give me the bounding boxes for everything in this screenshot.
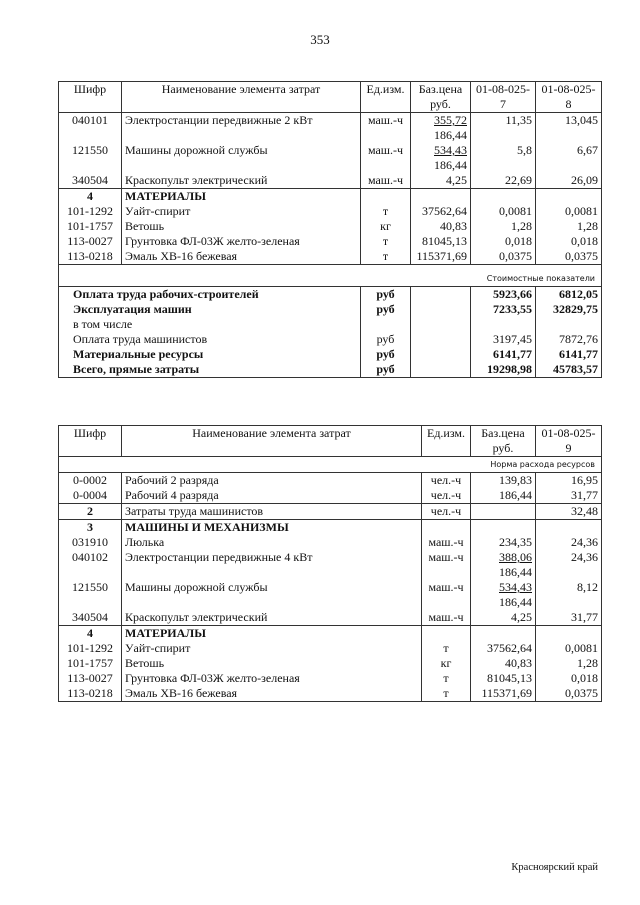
cell-code: 0-0004 [59,488,122,504]
price-secondary: 186,44 [499,595,532,609]
summary-value-8: 6141,77 [536,347,602,362]
cell-name: Краскопульт электрический [122,610,422,626]
price-value: 4,25 [446,173,467,187]
empty-cell [411,362,471,378]
cell-value-7: 0,0375 [471,249,536,265]
cell-value-8: 1,28 [536,219,602,234]
cell-unit: т [422,641,471,656]
table-row [59,488,602,504]
cell-price: 37562,64 [471,641,536,656]
summary-value-8: 32829,75 [536,302,602,317]
summary-value-7: 19298,98 [471,362,536,378]
summary-row [59,317,602,332]
footer-region: Красноярский край [511,862,598,873]
summary-unit [361,317,411,332]
section-row-machines [59,520,602,536]
summary-name: в том числе [59,317,361,332]
header-unit: Ед.изм. [361,82,411,113]
summary-value-8: 6812,05 [536,287,602,303]
cell-value-8: 0,018 [536,234,602,249]
section-title: МАТЕРИАЛЫ [122,626,422,642]
section-number: 4 [59,626,122,642]
cell-name: Машины дорожной службы [122,580,422,610]
cell-price [411,143,471,173]
cell-price: 40,83 [411,219,471,234]
summary-name: Эксплуатация машин [59,302,361,317]
cell-code: 040101 [59,113,122,144]
cell-name: Рабочий 2 разряда [122,473,422,489]
cell-price [411,173,471,189]
table-row [59,686,602,702]
header-code: Шифр [59,426,122,457]
cell-unit: чел.-ч [422,504,471,520]
cell-code: 101-1292 [59,204,122,219]
cell-price [471,580,536,610]
cell-name: Машины дорожной службы [122,143,361,173]
summary-value-8: 45783,57 [536,362,602,378]
cell-price: 37562,64 [411,204,471,219]
table-row [59,656,602,671]
table-header-row [59,426,602,457]
cell-value-7: 0,018 [471,234,536,249]
cell-value-7: 5,8 [471,143,536,173]
section-title: Затраты труда машинистов [122,504,422,520]
cell-unit: т [422,686,471,702]
empty-cell [411,189,471,205]
cell-code: 101-1292 [59,641,122,656]
summary-unit: руб [361,287,411,303]
cell-price: 40,83 [471,656,536,671]
cell-name: Уайт-спирит [122,641,422,656]
cell-code: 113-0218 [59,686,122,702]
table-row [59,641,602,656]
summary-value-7: 3197,45 [471,332,536,347]
cell-name: Краскопульт электрический [122,173,361,189]
empty-cell [471,520,536,536]
summary-unit: руб [361,302,411,317]
cell-value-9: 31,77 [536,610,602,626]
cost-label: Стоимостные показатели [59,265,602,287]
cell-name: Электростанции передвижные 2 кВт [122,113,361,144]
cell-value-8: 26,09 [536,173,602,189]
norm-label: Норма расхода ресурсов [59,457,602,473]
cell-value-9: 8,12 [536,580,602,610]
cell-value-7: 11,35 [471,113,536,144]
cell-name: Рабочий 4 разряда [122,488,422,504]
cell-code: 340504 [59,610,122,626]
header-col-7: 01-08-025-7 [471,82,536,113]
table-row [59,204,602,219]
empty-cell [422,626,471,642]
cell-price: 139,83 [471,473,536,489]
cell-name: Ветошь [122,656,422,671]
cell-value-7: 1,28 [471,219,536,234]
cell-name: Эмаль ХВ-16 бежевая [122,686,422,702]
summary-value-7: 7233,55 [471,302,536,317]
section-title: МАТЕРИАЛЫ [122,189,361,205]
cell-name: Ветошь [122,219,361,234]
cell-code: 0-0002 [59,473,122,489]
header-price: Баз.цена руб. [411,82,471,113]
cell-name: Уайт-спирит [122,204,361,219]
summary-value-7 [471,317,536,332]
price-value: 534,43 [499,580,532,594]
header-price: Баз.цена руб. [471,426,536,457]
table-row [59,550,602,580]
cell-unit: т [361,204,411,219]
cell-unit: маш.-ч [361,113,411,144]
empty-cell [471,504,536,520]
price-secondary: 186,44 [434,128,467,142]
summary-value-8 [536,317,602,332]
cell-value-9: 0,0375 [536,686,602,702]
section-row-machinist-labor [59,504,602,520]
summary-unit: руб [361,362,411,378]
summary-unit: руб [361,347,411,362]
price-secondary: 186,44 [434,158,467,172]
summary-value-7: 5923,66 [471,287,536,303]
cell-unit: т [361,234,411,249]
summary-row [59,347,602,362]
cell-value-8: 0,0375 [536,249,602,265]
price-value: 534,43 [434,143,467,157]
header-col-8: 01-08-025-8 [536,82,602,113]
section-row-materials [59,189,602,205]
cell-code: 101-1757 [59,656,122,671]
cell-price [471,535,536,550]
header-name: Наименование элемента затрат [122,426,422,457]
cell-code: 031910 [59,535,122,550]
cell-price: 186,44 [471,488,536,504]
cell-value-9: 31,77 [536,488,602,504]
summary-name: Оплата труда машинистов [59,332,361,347]
price-secondary: 186,44 [499,565,532,579]
cell-price: 81045,13 [411,234,471,249]
summary-row [59,302,602,317]
summary-unit: руб [361,332,411,347]
table-row [59,143,602,173]
cell-price [471,610,536,626]
cell-name: Грунтовка ФЛ-03Ж желто-зеленая [122,234,361,249]
empty-cell [411,287,471,303]
header-col-9: 01-08-025-9 [536,426,602,457]
cell-code: 101-1757 [59,219,122,234]
resource-table-1 [58,81,602,378]
cell-code: 113-0027 [59,671,122,686]
empty-cell [361,189,411,205]
empty-cell [471,626,536,642]
summary-value-7: 6141,77 [471,347,536,362]
cell-code: 121550 [59,580,122,610]
cell-name: Электростанции передвижные 4 кВт [122,550,422,580]
summary-name: Всего, прямые затраты [59,362,361,378]
cell-value-9: 16,95 [536,473,602,489]
cell-price: 81045,13 [471,671,536,686]
cell-value-7: 22,69 [471,173,536,189]
section-number: 4 [59,189,122,205]
empty-cell [536,626,602,642]
cell-code: 340504 [59,173,122,189]
cell-unit: т [361,249,411,265]
section-number: 3 [59,520,122,536]
section-title: МАШИНЫ И МЕХАНИЗМЫ [122,520,422,536]
cell-value-9: 32,48 [536,504,602,520]
cell-name: Люлька [122,535,422,550]
cell-value-9: 0,018 [536,671,602,686]
cell-value-9: 24,36 [536,550,602,580]
cell-price: 115371,69 [471,686,536,702]
cell-value-9: 0,0081 [536,641,602,656]
summary-row [59,332,602,347]
empty-cell [422,520,471,536]
cell-value-8: 13,045 [536,113,602,144]
cell-name: Грунтовка ФЛ-03Ж желто-зеленая [122,671,422,686]
table-row [59,234,602,249]
table-row [59,535,602,550]
table-row [59,580,602,610]
summary-name: Оплата труда рабочих-строителей [59,287,361,303]
cell-unit: т [422,671,471,686]
summary-name: Материальные ресурсы [59,347,361,362]
cell-unit: кг [422,656,471,671]
cell-value-8: 6,67 [536,143,602,173]
page-number: 353 [310,32,330,47]
cell-code: 121550 [59,143,122,173]
empty-cell [411,332,471,347]
empty-cell [536,520,602,536]
empty-cell [411,347,471,362]
table-row [59,249,602,265]
header-unit: Ед.изм. [422,426,471,457]
summary-value-8: 7872,76 [536,332,602,347]
cell-price [471,550,536,580]
cell-price [411,113,471,144]
cell-price: 115371,69 [411,249,471,265]
header-code: Шифр [59,82,122,113]
cell-value-9: 1,28 [536,656,602,671]
cell-value-8: 0,0081 [536,204,602,219]
cell-unit: маш.-ч [422,610,471,626]
cell-unit: чел.-ч [422,473,471,489]
cell-code: 040102 [59,550,122,580]
cell-unit: маш.-ч [361,143,411,173]
cell-unit: маш.-ч [422,580,471,610]
empty-cell [536,189,602,205]
cell-unit: кг [361,219,411,234]
summary-row [59,287,602,303]
price-value: 388,06 [499,550,532,564]
norm-label-row [59,457,602,473]
cell-unit: маш.-ч [361,173,411,189]
cost-label-row [59,265,602,287]
price-value: 4,25 [511,610,532,624]
cell-unit: чел.-ч [422,488,471,504]
table-header-row [59,82,602,113]
table-row [59,671,602,686]
table-row [59,219,602,234]
cell-code: 113-0218 [59,249,122,265]
section-number: 2 [59,504,122,520]
table-row [59,610,602,626]
section-row-materials [59,626,602,642]
table-row [59,173,602,189]
price-value: 234,35 [499,535,532,549]
cell-unit: маш.-ч [422,535,471,550]
summary-row [59,362,602,378]
header-name: Наименование элемента затрат [122,82,361,113]
cell-name: Эмаль ХВ-16 бежевая [122,249,361,265]
empty-cell [411,317,471,332]
cell-value-7: 0,0081 [471,204,536,219]
cell-code: 113-0027 [59,234,122,249]
empty-cell [411,302,471,317]
empty-cell [471,189,536,205]
table-row [59,473,602,489]
price-value: 355,72 [434,113,467,127]
cell-value-9: 24,36 [536,535,602,550]
cell-unit: маш.-ч [422,550,471,580]
table-row [59,113,602,144]
resource-table-2 [58,425,602,702]
